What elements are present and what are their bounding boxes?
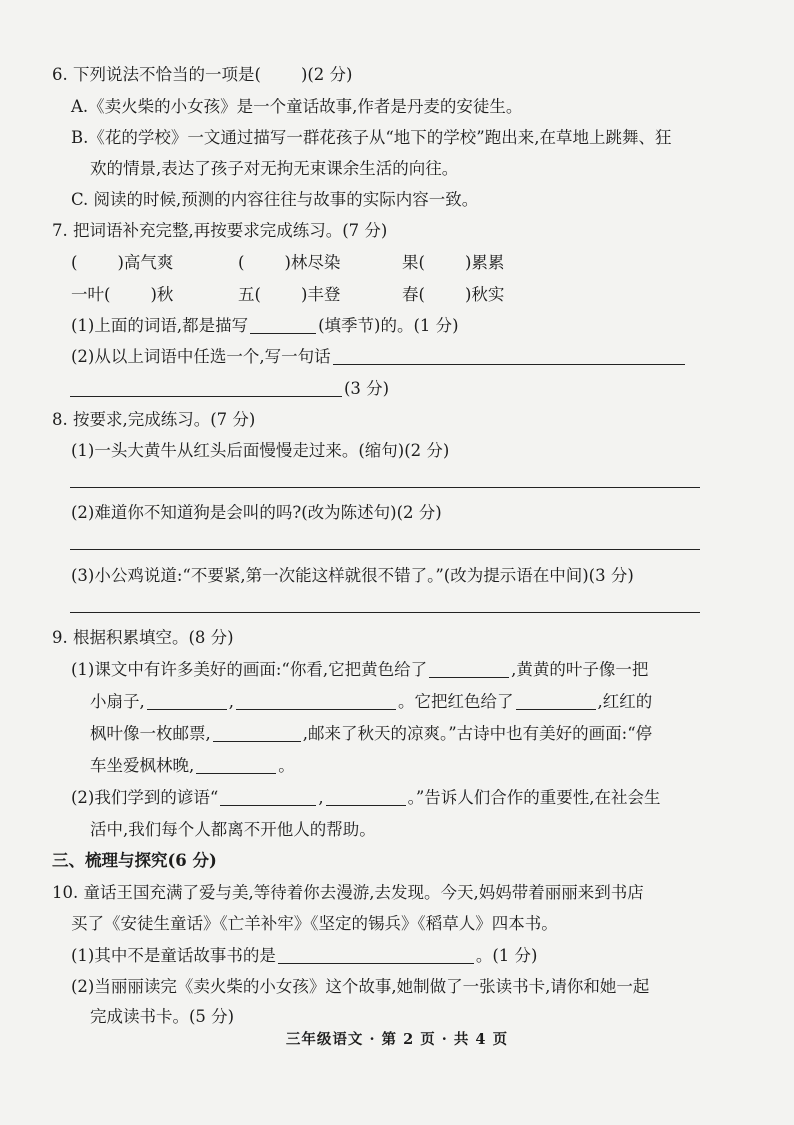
q6-option-b-line2: 欢的情景,表达了孩子对无拘无束课余生活的向往。 [90,159,459,178]
q9-stem: 9. 根据积累填空。(8 分) [52,628,234,647]
q7-sub2-cont: (3 分) [70,378,389,400]
q6-option-a: A.《卖火柴的小女孩》是一个童话故事,作者是丹麦的安徒生。 [71,97,523,116]
answer-line-3[interactable] [70,612,700,613]
answer-line-1[interactable] [70,487,700,488]
fill-blank[interactable] [326,788,406,806]
q10-line-2: 买了《安徒生童话》《亡羊补牢》《坚定的锡兵》《稻草人》四本书。 [71,914,558,933]
season-blank[interactable] [250,316,316,334]
q10-sub2-line2: 完成读书卡。(5 分) [90,1007,235,1026]
fill-blank[interactable] [213,724,301,742]
q7-word-3: 果( )累累 [402,253,505,272]
q7-word-5: 五( )丰登 [238,285,341,304]
fill-blank[interactable] [236,692,396,710]
q7-word-6: 春( )秋实 [402,285,505,304]
section-3-heading: 三、梳理与探究(6 分) [52,851,217,870]
q9-line-6: 活中,我们每个人都离不开他人的帮助。 [90,820,376,839]
q8-sub2: (2)难道你不知道狗是会叫的吗?(改为陈述句)(2 分) [71,503,442,522]
q6-stem: 6. 下列说法不恰当的一项是( )(2 分) [52,65,353,84]
q7-word-1: ( )高气爽 [71,253,174,272]
q7-word-2: ( )林尽染 [238,253,341,272]
q10-sub2-line1: (2)当丽丽读完《卖火柴的小女孩》这个故事,她制做了一张读书卡,请你和她一起 [71,977,650,996]
fill-blank[interactable] [429,660,509,678]
book-blank[interactable] [278,946,474,964]
q9-line-1: (1)课文中有许多美好的画面:“你看,它把黄色给了 ,黄黄的叶子像一把 [71,660,649,679]
sentence-blank-1[interactable] [333,347,685,365]
q6-option-b-line1: B.《花的学校》一文通过描写一群花孩子从“地下的学校”跑出来,在草地上跳舞、狂 [71,128,672,147]
q10-sub1: (1)其中不是童话故事书的是 。(1 分) [71,946,538,965]
q9-line-4: 车坐爱枫林晚, 。 [90,756,295,775]
q6-option-c: C. 阅读的时候,预测的内容往往与故事的实际内容一致。 [71,190,479,209]
q7-stem: 7. 把词语补充完整,再按要求完成练习。(7 分) [52,221,388,240]
answer-line-2[interactable] [70,549,700,550]
q8-sub3: (3)小公鸡说道:“不要紧,第一次能这样就很不错了。”(改为提示语在中间)(3 分) [71,566,634,585]
q9-line-2: 小扇子, , 。它把红色给了 ,红红的 [90,692,653,711]
sentence-blank-2[interactable] [70,379,342,397]
fill-blank[interactable] [147,692,227,710]
fill-blank[interactable] [516,692,596,710]
fill-blank[interactable] [196,756,276,774]
fill-blank[interactable] [220,788,316,806]
page-footer: 三年级语文 · 第 2 页 · 共 4 页 [285,1031,509,1048]
q8-stem: 8. 按要求,完成练习。(7 分) [52,410,256,429]
q7-sub1: (1)上面的词语,都是描写 (填季节)的。(1 分) [71,316,459,335]
q9-line-5: (2)我们学到的谚语“ , 。”告诉人们合作的重要性,在社会生 [71,788,661,807]
q7-sub2: (2)从以上词语中任选一个,写一句话 [71,346,687,368]
q9-line-3: 枫叶像一枚邮票, ,邮来了秋天的凉爽。”古诗中也有美好的画面:“停 [90,724,653,743]
q8-sub1: (1)一头大黄牛从红头后面慢慢走过来。(缩句)(2 分) [71,441,450,460]
q10-line-1: 10. 童话王国充满了爱与美,等待着你去漫游,去发现。今天,妈妈带着丽丽来到书店 [52,883,644,902]
q7-word-4: 一叶( )秋 [71,285,174,304]
